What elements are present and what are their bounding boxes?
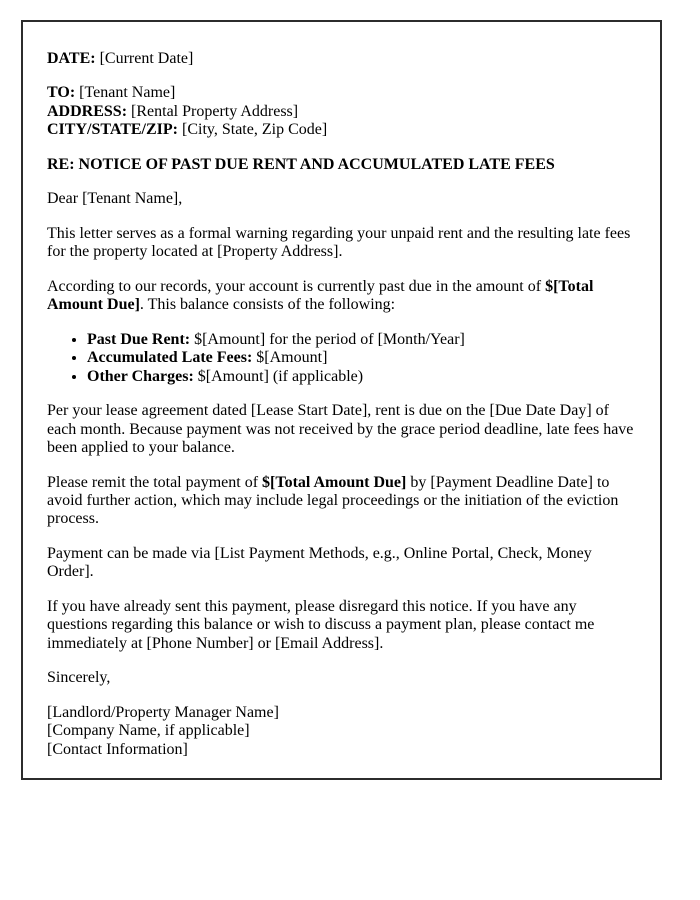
bullet-text: $[Amount] bbox=[252, 349, 328, 367]
signature-company: [Company Name, if applicable] bbox=[47, 722, 250, 740]
date-line bbox=[47, 50, 634, 68]
bullet-label: Past Due Rent: bbox=[87, 330, 191, 348]
paragraph-remit bbox=[47, 474, 634, 529]
list-item-late-fees bbox=[87, 349, 634, 367]
remit-seg3: by [Payment Deadline Date] to avoid further action, which may include legal proceedings or the initiation of the eviction process. bbox=[47, 473, 619, 528]
closing: Sincerely, bbox=[47, 669, 111, 687]
remit-total-due: $[Total Amount Due] bbox=[262, 473, 407, 491]
paragraph-intro: This letter serves as a formal warning regarding your unpaid rent and the resulting late fees for the property located at [Property Address]. bbox=[47, 224, 631, 261]
address-value: [Rental Property Address] bbox=[127, 102, 299, 120]
citystatezip-label: CITY/STATE/ZIP: bbox=[47, 121, 178, 139]
salutation: Dear [Tenant Name], bbox=[47, 190, 183, 208]
citystatezip-value: [City, State, Zip Code] bbox=[178, 121, 328, 139]
list-item-past-due-rent bbox=[87, 331, 634, 349]
paragraph-lease: Per your lease agreement dated [Lease Start Date], rent is due on the [Due Date Day] of each month. Because payment was not received by the grace period deadline, late fees have been applied to your balance. bbox=[47, 402, 634, 457]
recipient-block bbox=[47, 84, 634, 139]
signature-block bbox=[47, 704, 634, 759]
balance-breakdown-list bbox=[47, 331, 634, 386]
paragraph-payment-methods: Payment can be made via [List Payment Methods, e.g., Online Portal, Check, Money Order]. bbox=[47, 544, 592, 581]
date-value: [Current Date] bbox=[95, 50, 194, 67]
bullet-label: Accumulated Late Fees: bbox=[87, 349, 253, 367]
bullet-label: Other Charges: bbox=[87, 367, 194, 385]
paragraph-balance bbox=[47, 278, 634, 315]
to-value: [Tenant Name] bbox=[75, 84, 176, 102]
paragraph-contact: If you have already sent this payment, please disregard this notice. If you have any questions regarding this balance or wish to discuss a payment plan, please contact me immediately at [Phone Number] or [Email Address]. bbox=[47, 597, 595, 652]
list-item-other-charges bbox=[87, 368, 634, 386]
bullet-text: $[Amount] for the period of [Month/Year] bbox=[190, 330, 465, 348]
to-label: TO: bbox=[47, 84, 76, 102]
remit-seg1: Please remit the total payment of bbox=[47, 473, 263, 491]
balance-total-due: $[Total Amount Due] bbox=[47, 277, 594, 314]
subject-line: RE: NOTICE OF PAST DUE RENT AND ACCUMULATED LATE FEES bbox=[47, 155, 555, 173]
balance-seg3: . This balance consists of the following: bbox=[139, 296, 396, 314]
signature-contact: [Contact Information] bbox=[47, 740, 188, 758]
signature-name: [Landlord/Property Manager Name] bbox=[47, 703, 279, 721]
balance-seg1: According to our records, your account is currently past due in the amount of bbox=[47, 277, 546, 295]
address-label: ADDRESS: bbox=[47, 102, 128, 120]
bullet-text: $[Amount] (if applicable) bbox=[193, 367, 364, 385]
letter-body bbox=[21, 20, 662, 780]
date-label: DATE: bbox=[47, 50, 96, 67]
